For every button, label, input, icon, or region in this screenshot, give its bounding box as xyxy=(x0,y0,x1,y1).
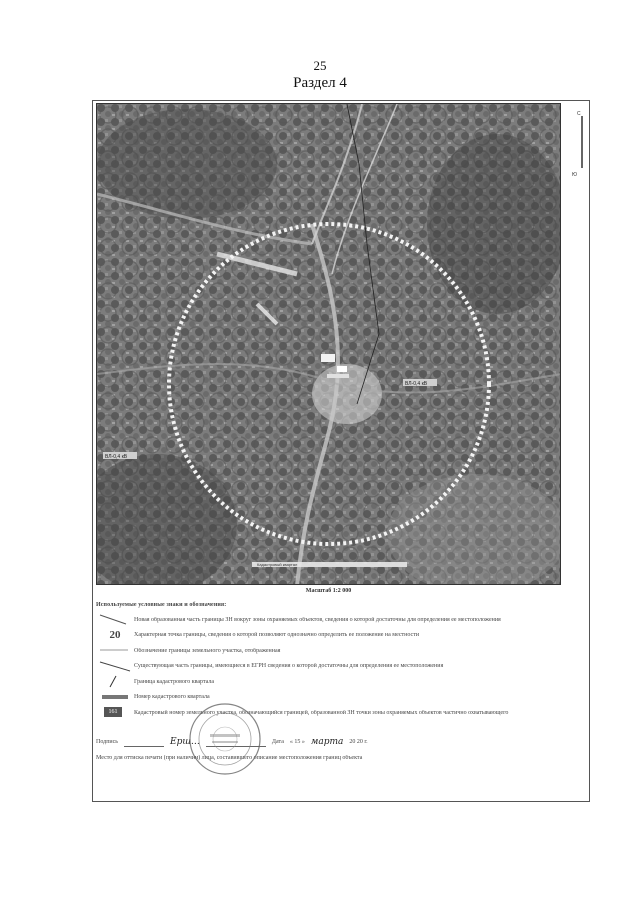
aerial-map xyxy=(96,103,561,585)
signature: Ерш… xyxy=(170,737,200,747)
legend-item xyxy=(96,674,576,690)
parcel-boundary-icon xyxy=(96,644,134,657)
page-number: 25 xyxy=(313,58,327,73)
date-month: марта xyxy=(310,737,344,747)
section-title: Раздел 4 xyxy=(293,75,347,91)
parcel-number-symbol: 161 xyxy=(104,707,122,717)
existing-boundary-icon xyxy=(96,660,134,673)
stamp-footnote: Место для оттиска печати (при наличии) лица, составившего описание местоположения границ объекта xyxy=(96,755,363,761)
south-label: Ю xyxy=(572,172,578,178)
legend-item-label: Кадастровый номер земельного участка, обозначающийся границей, образованной ЗН точки зоны охраняемых объектов частично охватывающего xyxy=(134,709,509,716)
signature-label: Подпись xyxy=(96,739,119,745)
quarter-boundary-icon xyxy=(96,675,134,688)
legend-item-label: Граница кадастрового квартала xyxy=(134,678,215,685)
date-day: « 15 » xyxy=(289,739,305,745)
legend-item xyxy=(96,705,576,721)
map-label-left: ВЛ-0,4 кВ xyxy=(105,454,128,460)
map-label-bottom: Кадастровый квартал xyxy=(257,562,298,567)
new-boundary-line-icon xyxy=(96,613,134,626)
legend-item xyxy=(96,628,576,644)
legend-item xyxy=(96,690,576,706)
map-scale-caption: Масштаб 1:2 000 xyxy=(305,588,352,594)
legend-item xyxy=(96,612,576,628)
signature-row xyxy=(96,737,566,747)
legend-item-label: Номер кадастрового квартала xyxy=(134,694,210,701)
legend-item xyxy=(96,643,576,659)
legend xyxy=(96,602,576,721)
legend-item-label: Обозначение границы земельного участка, отображенная xyxy=(134,647,281,654)
north-arrow xyxy=(570,108,588,178)
map-label-right: ВЛ-0,4 кВ xyxy=(405,381,428,387)
date-label: Дата xyxy=(271,739,284,745)
point-number-symbol: 20 xyxy=(109,628,121,641)
date-year: 20 20 г. xyxy=(349,739,368,745)
quarter-number-symbol xyxy=(96,691,134,704)
official-seal-stamp xyxy=(188,702,262,776)
legend-item-label: Существующая часть границы, имеющиеся в ЕГРН сведения о которой достаточны для определения ее местоположения xyxy=(134,663,444,670)
legend-title: Используемые условные знаки и обозначения: xyxy=(96,602,227,608)
legend-item-label: Новая образованная часть границы ЗН вокруг зоны охраняемых объектов, сведения о которой достаточны для определения ее местоположения xyxy=(134,616,501,623)
legend-item-label: Характерная точка границы, сведения о которой позволяют однозначно определить ее положение на местности xyxy=(134,632,420,639)
north-label: С xyxy=(577,111,581,117)
legend-item xyxy=(96,659,576,675)
